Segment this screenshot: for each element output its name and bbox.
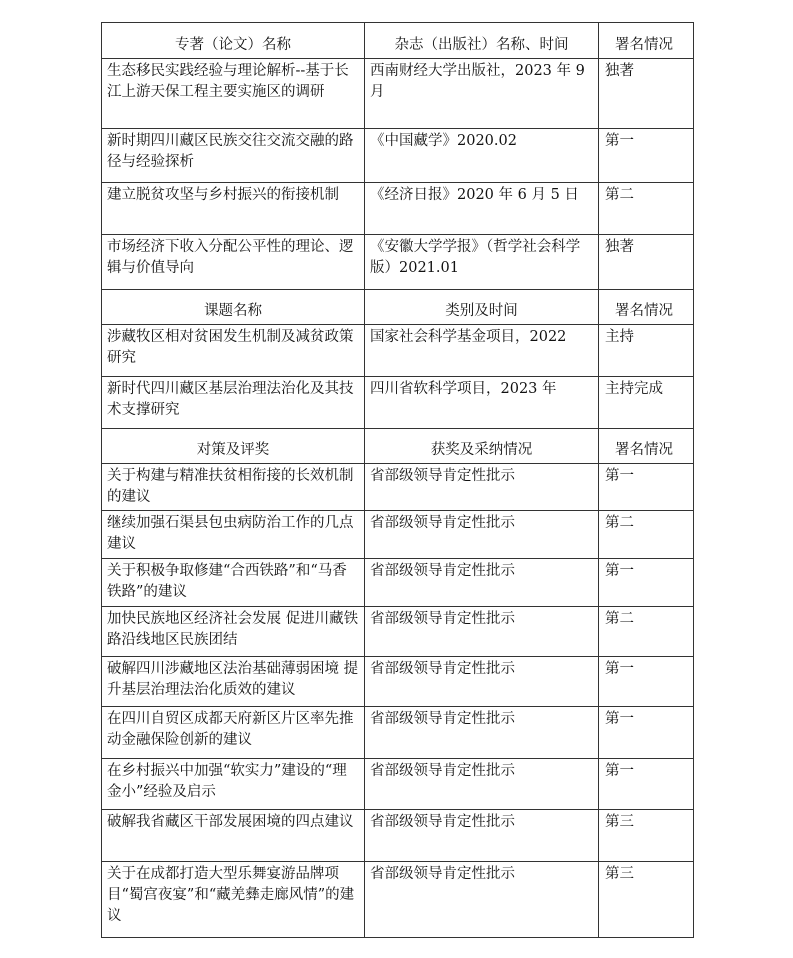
table-row [102, 707, 694, 759]
project-role: 主持 [599, 325, 694, 377]
table-row [102, 325, 694, 377]
policy-title: 在四川自贸区成都天府新区片区率先推动金融保险创新的建议 [102, 707, 365, 759]
header-policy-title: 对策及评奖 [102, 429, 365, 464]
publication-title: 建立脱贫攻坚与乡村振兴的衔接机制 [102, 183, 365, 235]
policy-title: 在乡村振兴中加强“软实力”建设的“理金小”经验及启示 [102, 759, 365, 810]
policy-adoption: 省部级领导肯定性批示 [365, 607, 599, 657]
policy-adoption: 省部级领导肯定性批示 [365, 707, 599, 759]
publication-title: 生态移民实践经验与理论解析--基于长江上游天保工程主要实施区的调研 [102, 59, 365, 129]
table-row [102, 759, 694, 810]
policy-title: 加快民族地区经济社会发展 促进川藏铁路沿线地区民族团结 [102, 607, 365, 657]
table-row [102, 810, 694, 862]
policy-adoption: 省部级领导肯定性批示 [365, 464, 599, 511]
policy-title: 关于构建与精准扶贫相衔接的长效机制的建议 [102, 464, 365, 511]
policy-title: 破解我省藏区干部发展困境的四点建议 [102, 810, 365, 862]
table-row [102, 559, 694, 607]
publication-venue: 西南财经大学出版社，2023 年 9 月 [365, 59, 599, 129]
header-publication-title: 专著（论文）名称 [102, 23, 365, 59]
publication-venue: 《安徽大学学报》（哲学社会科学版）2021.01 [365, 235, 599, 290]
table-row [102, 235, 694, 290]
table-row [102, 862, 694, 938]
policy-adoption: 省部级领导肯定性批示 [365, 810, 599, 862]
policy-role: 第一 [599, 657, 694, 707]
header-project-category: 类别及时间 [365, 290, 599, 325]
table-row [102, 129, 694, 183]
project-role: 主持完成 [599, 377, 694, 429]
policy-role: 第一 [599, 464, 694, 511]
header-project-role: 署名情况 [599, 290, 694, 325]
policy-role: 第二 [599, 511, 694, 559]
policy-title: 关于积极争取修建“合西铁路”和“马香铁路”的建议 [102, 559, 365, 607]
policy-role: 第三 [599, 810, 694, 862]
publication-role: 第二 [599, 183, 694, 235]
project-category: 四川省软科学项目，2023 年 [365, 377, 599, 429]
publication-venue: 《经济日报》2020 年 6 月 5 日 [365, 183, 599, 235]
project-title: 涉藏牧区相对贫困发生机制及减贫政策研究 [102, 325, 365, 377]
publication-role: 独著 [599, 235, 694, 290]
policy-adoption: 省部级领导肯定性批示 [365, 862, 599, 938]
policy-role: 第二 [599, 607, 694, 657]
table-row [102, 464, 694, 511]
project-title: 新时代四川藏区基层治理法治化及其技术支撑研究 [102, 377, 365, 429]
publication-title: 市场经济下收入分配公平性的理论、逻辑与价值导向 [102, 235, 365, 290]
policy-adoption: 省部级领导肯定性批示 [365, 559, 599, 607]
table-row [102, 607, 694, 657]
table-row [102, 511, 694, 559]
policy-role: 第一 [599, 707, 694, 759]
policy-role: 第三 [599, 862, 694, 938]
table-row [102, 657, 694, 707]
header-project-title: 课题名称 [102, 290, 365, 325]
header-policy-adoption: 获奖及采纳情况 [365, 429, 599, 464]
publication-role: 第一 [599, 129, 694, 183]
table-row [102, 377, 694, 429]
policy-adoption: 省部级领导肯定性批示 [365, 511, 599, 559]
policy-title: 关于在成都打造大型乐舞宴游品牌项目“蜀宫夜宴”和“藏羌彝走廊风情”的建议 [102, 862, 365, 938]
policy-adoption: 省部级领导肯定性批示 [365, 657, 599, 707]
policy-adoption: 省部级领导肯定性批示 [365, 759, 599, 810]
policy-role: 第一 [599, 559, 694, 607]
header-publication-role: 署名情况 [599, 23, 694, 59]
table-row [102, 59, 694, 129]
achievements-table-body [102, 23, 694, 938]
publication-title: 新时期四川藏区民族交往交流交融的路径与经验探析 [102, 129, 365, 183]
header-publication-venue: 杂志（出版社）名称、时间 [365, 23, 599, 59]
header-policy-role: 署名情况 [599, 429, 694, 464]
section-header-policy [102, 429, 694, 464]
policy-role: 第一 [599, 759, 694, 810]
section-header-projects [102, 290, 694, 325]
policy-title: 破解四川涉藏地区法治基础薄弱困境 提升基层治理法治化质效的建议 [102, 657, 365, 707]
achievements-table [101, 22, 694, 938]
project-category: 国家社会科学基金项目，2022 [365, 325, 599, 377]
policy-title: 继续加强石渠县包虫病防治工作的几点建议 [102, 511, 365, 559]
publication-venue: 《中国藏学》2020.02 [365, 129, 599, 183]
table-row [102, 183, 694, 235]
section-header-publications [102, 23, 694, 59]
publication-role: 独著 [599, 59, 694, 129]
